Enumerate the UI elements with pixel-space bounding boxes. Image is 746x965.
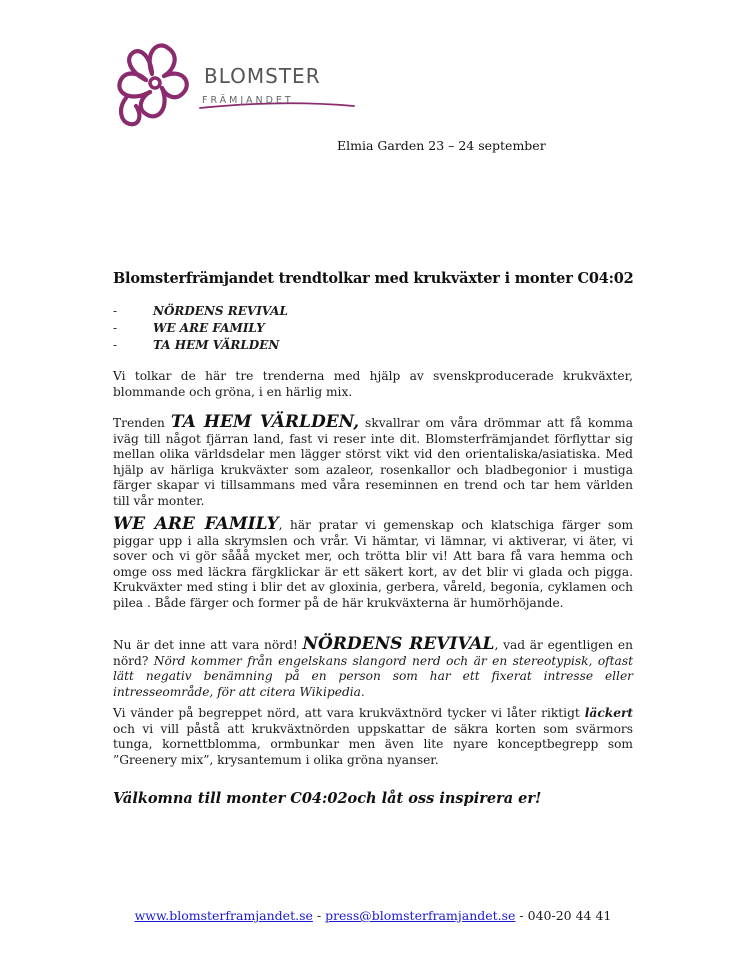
family-highlight: WE ARE FAMILY [113,514,279,534]
list-marker: - [113,338,118,352]
footer [0,908,746,923]
flower-icon [108,38,368,138]
dateline: Elmia Garden 23 – 24 september [337,138,546,153]
list-marker: - [113,304,118,318]
list-item [113,337,288,354]
footer-separator: - [312,908,326,923]
list-item [113,303,288,320]
nerd2-text: och vi vill påstå att krukväxtnörden uppskattar de säkra korten som svärmors tunga, kornettblomma, ormbunkar men även lite nyare konceptbegrepp som ”Greenery mix”, krysantemum i olika gröna nyanser. [113,721,633,767]
nerd2-emphasis: läckert [584,706,633,720]
family-text: , här pratar vi gemenskap och klatschiga färger som piggar upp i alla skrymslen och vrår. Vi hämtar, vi lämnar, vi aktiverar, vi äter, vi sover och vi gör sååå mycket mer, och trötta blir vi! Att bara få vara hemma och omge oss med läckra färgklickar är ett säkert kort, av det blir vi glada och pigga. Krukväxter med sting i blir det av gloxinia, gerbera, våreld, begonia, cyklamen och pilea . Både färger och former på de här krukväxterna är humörhöjande. [113,518,633,610]
nerd2-lead: Vi vänder på begreppet nörd, att vara krukväxtnörd tycker vi låter riktigt [113,706,585,720]
footer-separator: - [515,908,528,923]
trend-item-2: WE ARE FAMILY [153,321,265,335]
world-paragraph [113,412,633,510]
nerd-mid: , vad är egentligen en nörd? [113,638,633,668]
nerd-paragraph [113,634,633,700]
nerd-lead: Nu är det inne att vara nörd! [113,638,303,652]
list-item [113,320,288,337]
family-paragraph [113,514,633,612]
logo [108,38,368,138]
world-lead: Trenden [113,416,171,430]
nerd-quote: Nörd kommer från engelskans slangord nerd och är en stereotypisk, oftast lätt negativ benämning på en person som har ett fixerat intresse eller intresseområde, för att citera Wikipedia. [113,653,633,699]
world-text: skvallrar om våra drömmar att få komma iväg till något fjärran land, fast vi reser inte dit. Blomsterfrämjandet förflyttar sig mellan olika världsdelar men lägger störst vikt vid den orientaliska/asiatiska. Med hjälp av härliga krukväxter som azaleor, rosenkallor och bladbegonior i mustiga färger skapar vi tillsammans med våra reseminnen en trend och tar hem världen till vår monter. [113,416,633,508]
closing-line: Välkomna till monter C04:02och låt oss inspirera er! [113,790,542,807]
email-link[interactable]: press@blomsterframjandet.se [325,908,516,923]
nerd-paragraph-2 [113,706,633,768]
list-marker: - [113,321,118,335]
intro-paragraph: Vi tolkar de här tre trenderna med hjälp av svenskproducerade krukväxter, blommande och gröna, i en härlig mix. [113,369,633,399]
trend-item-1: NÖRDENS REVIVAL [153,304,288,318]
trend-item-3: TA HEM VÄRLDEN [153,338,280,352]
logo-wordmark: BLOMSTER [204,64,321,88]
world-highlight: TA HEM VÄRLDEN, [170,412,360,432]
nerd-highlight: NÖRDENS REVIVAL [302,634,495,654]
trend-list [113,303,288,354]
phone-number: 040-20 44 41 [527,908,612,923]
page-title: Blomsterfrämjandet trendtolkar med krukväxter i monter C04:02 [113,270,634,287]
logo-subtitle: FRÄMJANDET [202,95,294,106]
website-link[interactable]: www.blomsterframjandet.se [134,908,313,923]
